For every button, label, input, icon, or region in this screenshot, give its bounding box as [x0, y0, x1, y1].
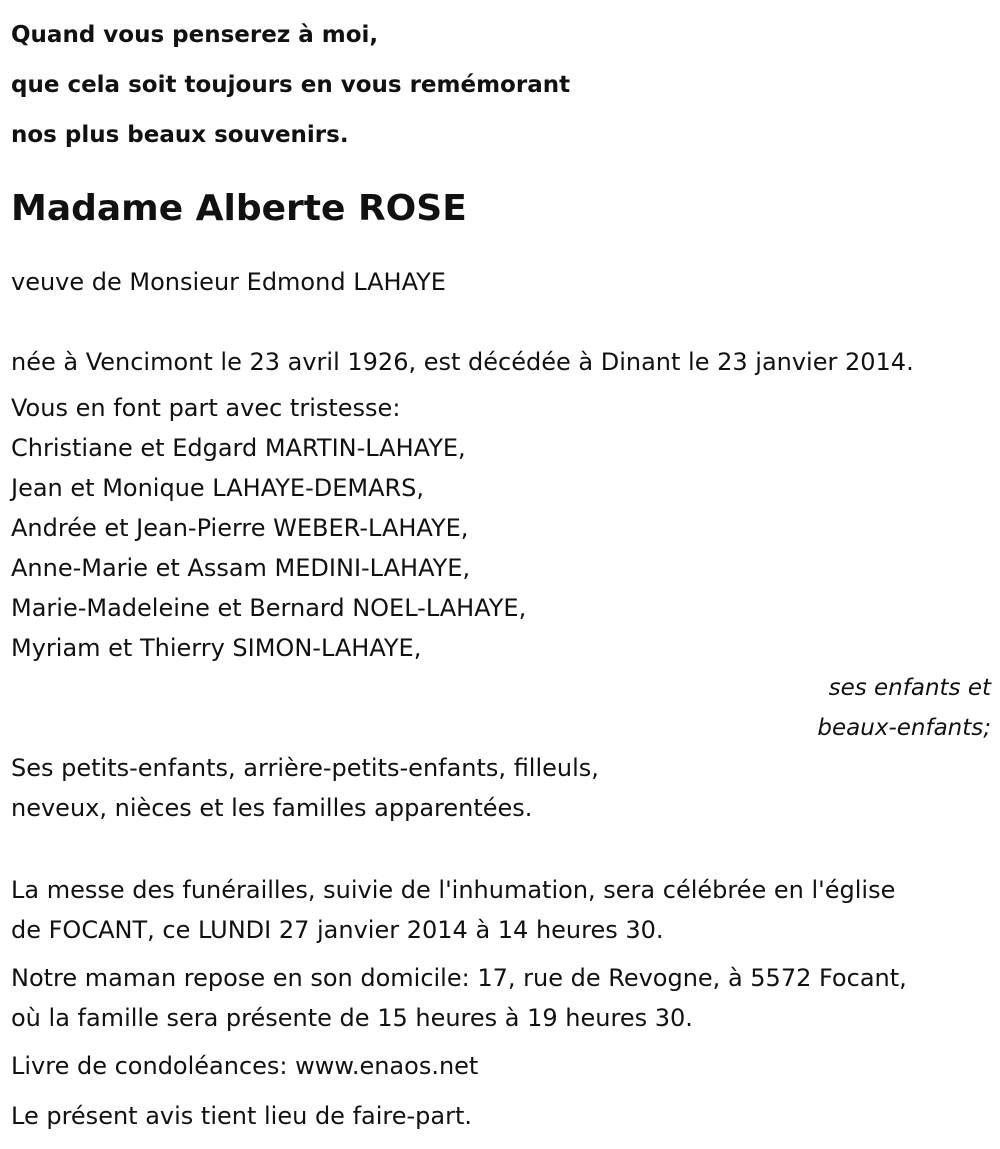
memorial-poem [11, 10, 991, 160]
wake-info [11, 958, 991, 1038]
notice-statement: Le présent avis tient lieu de faire-part. [11, 1102, 473, 1130]
funeral-mass-info [11, 870, 991, 950]
relatives-line: Ses petits-enfants, arrière-petits-enfants, filleuls, [11, 754, 599, 782]
child-couple: Anne-Marie et Assam MEDINI-LAHAYE, [11, 554, 471, 582]
relation-line: ses enfants et [828, 675, 991, 701]
children-list [11, 428, 991, 668]
child-couple: Andrée et Jean-Pierre WEBER-LAHAYE, [11, 514, 469, 542]
poem-line: Quand vous penserez à moi, [11, 22, 379, 48]
spouse-line: veuve de Monsieur Edmond LAHAYE [11, 268, 446, 296]
birth-death-line: née à Vencimont le 23 avril 1926, est décédée à Dinant le 23 janvier 2014. [11, 348, 914, 376]
mass-line: La messe des funérailles, suivie de l'inhumation, sera célébrée en l'église [11, 876, 896, 904]
announcement-intro: Vous en font part avec tristesse: [11, 394, 401, 422]
relatives-line: neveux, nièces et les familles apparentées. [11, 794, 533, 822]
wake-line: Notre maman repose en son domicile: 17, rue de Revogne, à 5572 Focant, [11, 964, 907, 992]
wake-line: où la famille sera présente de 15 heures à 19 heures 30. [11, 1004, 693, 1032]
child-couple: Jean et Monique LAHAYE-DEMARS, [11, 474, 425, 502]
child-couple: Marie-Madeleine et Bernard NOEL-LAHAYE, [11, 594, 527, 622]
poem-line: que cela soit toujours en vous remémorant [11, 72, 571, 98]
relation-line: beaux-enfants; [817, 715, 991, 741]
condolence-book: Livre de condoléances: www.enaos.net [11, 1052, 479, 1080]
other-relatives [11, 748, 991, 828]
relation-caption [11, 668, 991, 748]
deceased-name: Madame Alberte ROSE [11, 188, 467, 229]
poem-line: nos plus beaux souvenirs. [11, 122, 349, 148]
mass-line: de FOCANT, ce LUNDI 27 janvier 2014 à 14 heures 30. [11, 916, 664, 944]
obituary-document [11, 0, 991, 1136]
child-couple: Myriam et Thierry SIMON-LAHAYE, [11, 634, 422, 662]
child-couple: Christiane et Edgard MARTIN-LAHAYE, [11, 434, 466, 462]
